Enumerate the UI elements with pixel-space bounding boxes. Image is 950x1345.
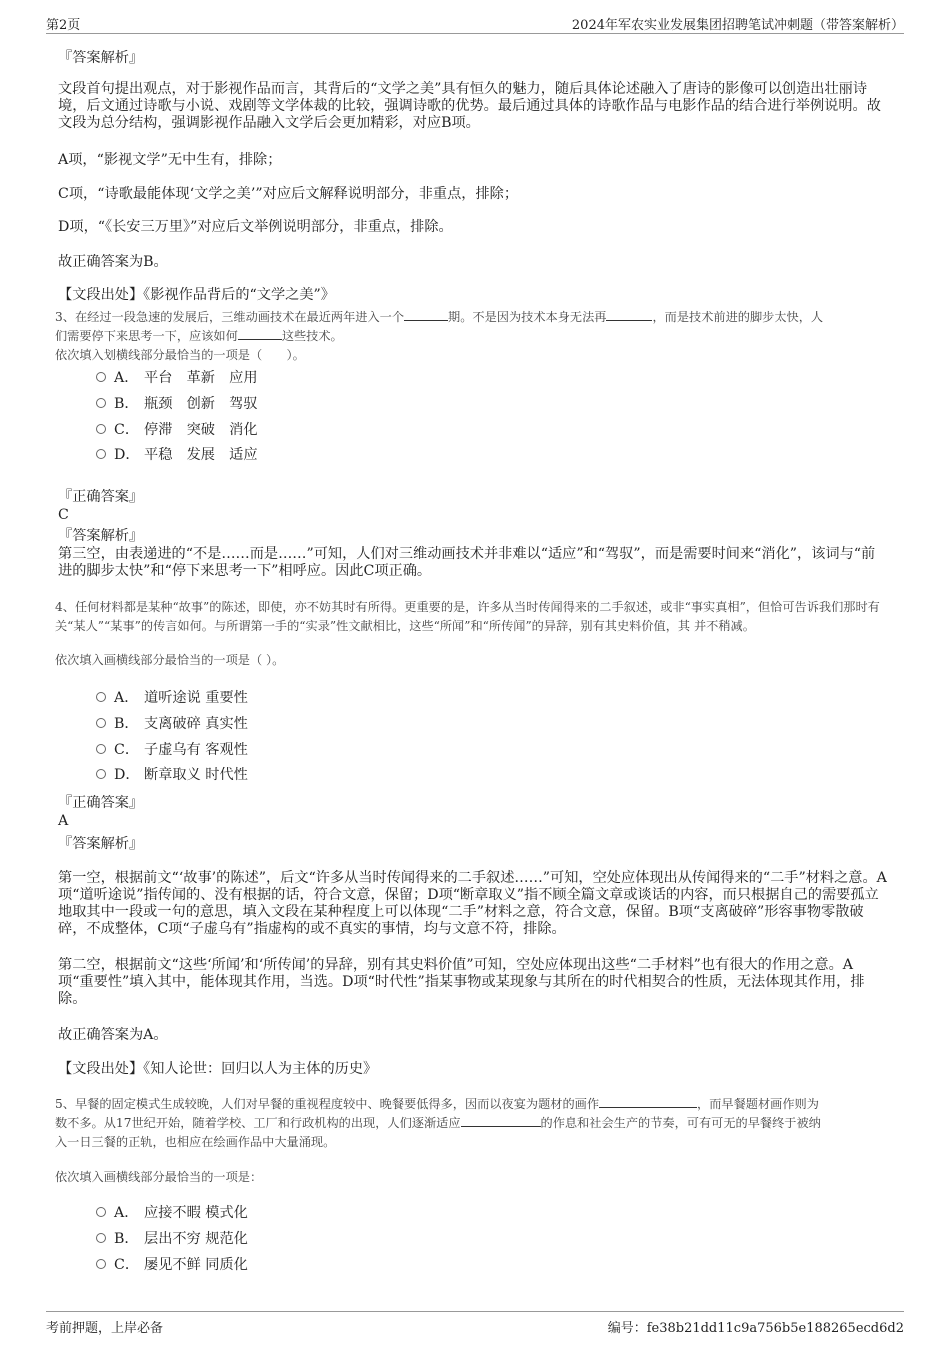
q3-prompt: 依次填入划横线部分最恰当的一项是（ ）。 bbox=[55, 348, 305, 362]
q4-stem: 4、任何材料都是某种“故事”的陈述，即使，亦不妨其时有所得。更重要的是，许多从当时传闻得来的二手叙述，或非“事实真相”，但恰可告诉我们那时有关“某人”“某事”的传言如何。与所谓第一手的“实录”性文献相比，这些“所闻”和“所传闻”的异辞，别有其史料价值，其 并不稍减。 bbox=[55, 600, 880, 633]
radio-icon[interactable] bbox=[96, 398, 106, 408]
q4-option-c[interactable]: C． 子虚乌有 客观性 bbox=[96, 740, 248, 760]
footer-code: 编号：fe38b21dd11c9a756b5e188265ecd6d2 bbox=[607, 1321, 904, 1336]
q5-stem: 5、早餐的固定模式生成较晚，人们对早餐的重视程度较中、晚餐要低得多，因而以夜宴为题材的画作 ，而早餐题材画作则为 数不多。从17世纪开始，随着学校、工厂和行政机构的出现，人们逐渐适应 的作息和社会生产的节奏，可有可无的早餐终于被纳 入一日三餐的正轨，也相应在绘画作品中大量涌现。 bbox=[55, 1097, 821, 1149]
q3-option-d[interactable]: D． 平稳 发展 适应 bbox=[96, 445, 258, 465]
radio-icon[interactable] bbox=[96, 424, 106, 434]
q5-prompt: 依次填入画横线部分最恰当的一项是： bbox=[55, 1170, 263, 1184]
q4-option-a[interactable]: A． 道听途说 重要性 bbox=[96, 688, 248, 708]
q4-analysis-paragraph-1: 第一空，根据前文“‘故事’的陈述”，后文“许多从当时传闻得来的二手叙述……”可知，空处应体现出从传闻得来的“二手”材料之意。A项“道听途说”指传闻的、没有根据的话，符合文意，保留；D项“断章取义”指不顾全篇文章或谈话的内容，而只根据自己的需要孤立地取其中一段或一句的意思，填入文段在某种程度上可以体现“二手”材料之意，符合文意，保留。B项“支离破碎”形容事物零散破碎，不成整体，C项“子虚乌有”指虚构的或不真实的事情，均与文意不符，排除。 bbox=[58, 870, 887, 937]
footer-slogan: 考前押题，上岸必备 bbox=[46, 1321, 164, 1336]
q3-option-a[interactable]: A． 平台 革新 应用 bbox=[96, 368, 258, 388]
document-title: 2024年军农实业发展集团招聘笔试冲刺题（带答案解析） bbox=[571, 18, 904, 33]
radio-icon[interactable] bbox=[96, 744, 106, 754]
q2-conclusion: 故正确答案为B。 bbox=[58, 254, 168, 270]
q2-analysis-paragraph: 文段首句提出观点，对于影视作品而言，其背后的“文学之美”具有恒久的魅力，随后具体论述融入了唐诗的影像可以创造出壮丽诗境，后文通过诗歌与小说、戏剧等文学体裁的比较，强调诗歌的优势。最后通过具体的诗歌作品与电影作品的结合进行举例说明。故文段为总分结构，强调影视作品融入文学后会更加精彩，对应B项。 bbox=[58, 81, 881, 131]
q4-source: 【文段出处】《知人论世：回归以人为主体的历史》 bbox=[58, 1061, 378, 1077]
page-footer bbox=[46, 1311, 904, 1336]
q2-source: 【文段出处】《影视作品背后的“文学之美”》 bbox=[58, 287, 335, 303]
q5-option-c[interactable]: C． 屡见不鲜 同质化 bbox=[96, 1255, 248, 1275]
radio-icon[interactable] bbox=[96, 372, 106, 382]
radio-icon[interactable] bbox=[96, 1259, 106, 1269]
q3-stem: 3、在经过一段急速的发展后，三维动画技术在最近两年进入一个 期。不是因为技术本身无法再 ，而是技术前进的脚步太快，人 们需要停下来思考一下，应该如何 这些技术。 bbox=[55, 310, 824, 343]
q3-answer-label: 『正确答案』 bbox=[58, 489, 144, 505]
page-number: 第2页 bbox=[46, 18, 81, 33]
q4-analysis-paragraph-2: 第二空，根据前文“这些‘所闻’和‘所传闻’的异辞，别有其史料价值”可知，空处应体现出这些“二手材料”也有很大的作用之意。A项“重要性”填入其中，能体现其作用，当选。D项“时代性”指某事物或某现象与其所在的时代相契合的性质，无法体现其作用，排除。 bbox=[58, 957, 865, 1007]
q4-prompt: 依次填入画横线部分最恰当的一项是（ ）。 bbox=[55, 653, 285, 667]
q2-analysis-option-d: D项，“《长安三万里》”对应后文举例说明部分，非重点，排除。 bbox=[58, 219, 453, 235]
q4-answer-label: 『正确答案』 bbox=[58, 795, 144, 811]
q2-analysis-label: 『答案解析』 bbox=[58, 50, 144, 66]
q4-option-b[interactable]: B． 支离破碎 真实性 bbox=[96, 714, 248, 734]
q3-analysis: 第三空，由表递进的“不是……而是……”可知，人们对三维动画技术并非难以“适应”和“驾驭”，而是需要时间来“消化”，该词与“前进的脚步太快”和“停下来思考一下”相呼应。因此C项正确。 bbox=[58, 546, 876, 579]
q3-option-c[interactable]: C． 停滞 突破 消化 bbox=[96, 420, 258, 440]
page-header bbox=[46, 13, 904, 34]
q2-analysis-option-a: A项，“影视文学”无中生有，排除； bbox=[58, 152, 282, 168]
q4-conclusion: 故正确答案为A。 bbox=[58, 1027, 168, 1043]
q4-option-d[interactable]: D． 断章取义 时代性 bbox=[96, 765, 248, 785]
radio-icon[interactable] bbox=[96, 1207, 106, 1217]
q3-answer: C bbox=[58, 507, 69, 523]
radio-icon[interactable] bbox=[96, 769, 106, 779]
q5-option-a[interactable]: A． 应接不暇 模式化 bbox=[96, 1203, 248, 1223]
radio-icon[interactable] bbox=[96, 718, 106, 728]
q3-option-b[interactable]: B． 瓶颈 创新 驾驭 bbox=[96, 394, 258, 414]
q2-analysis-option-c: C项，“诗歌最能体现‘文学之美’”对应后文解释说明部分，非重点，排除； bbox=[58, 186, 519, 202]
radio-icon[interactable] bbox=[96, 449, 106, 459]
q5-option-b[interactable]: B． 层出不穷 规范化 bbox=[96, 1229, 248, 1249]
radio-icon[interactable] bbox=[96, 1233, 106, 1243]
q3-analysis-label: 『答案解析』 bbox=[58, 528, 144, 544]
q4-answer: A bbox=[58, 813, 69, 829]
q4-analysis-label: 『答案解析』 bbox=[58, 836, 144, 852]
radio-icon[interactable] bbox=[96, 692, 106, 702]
